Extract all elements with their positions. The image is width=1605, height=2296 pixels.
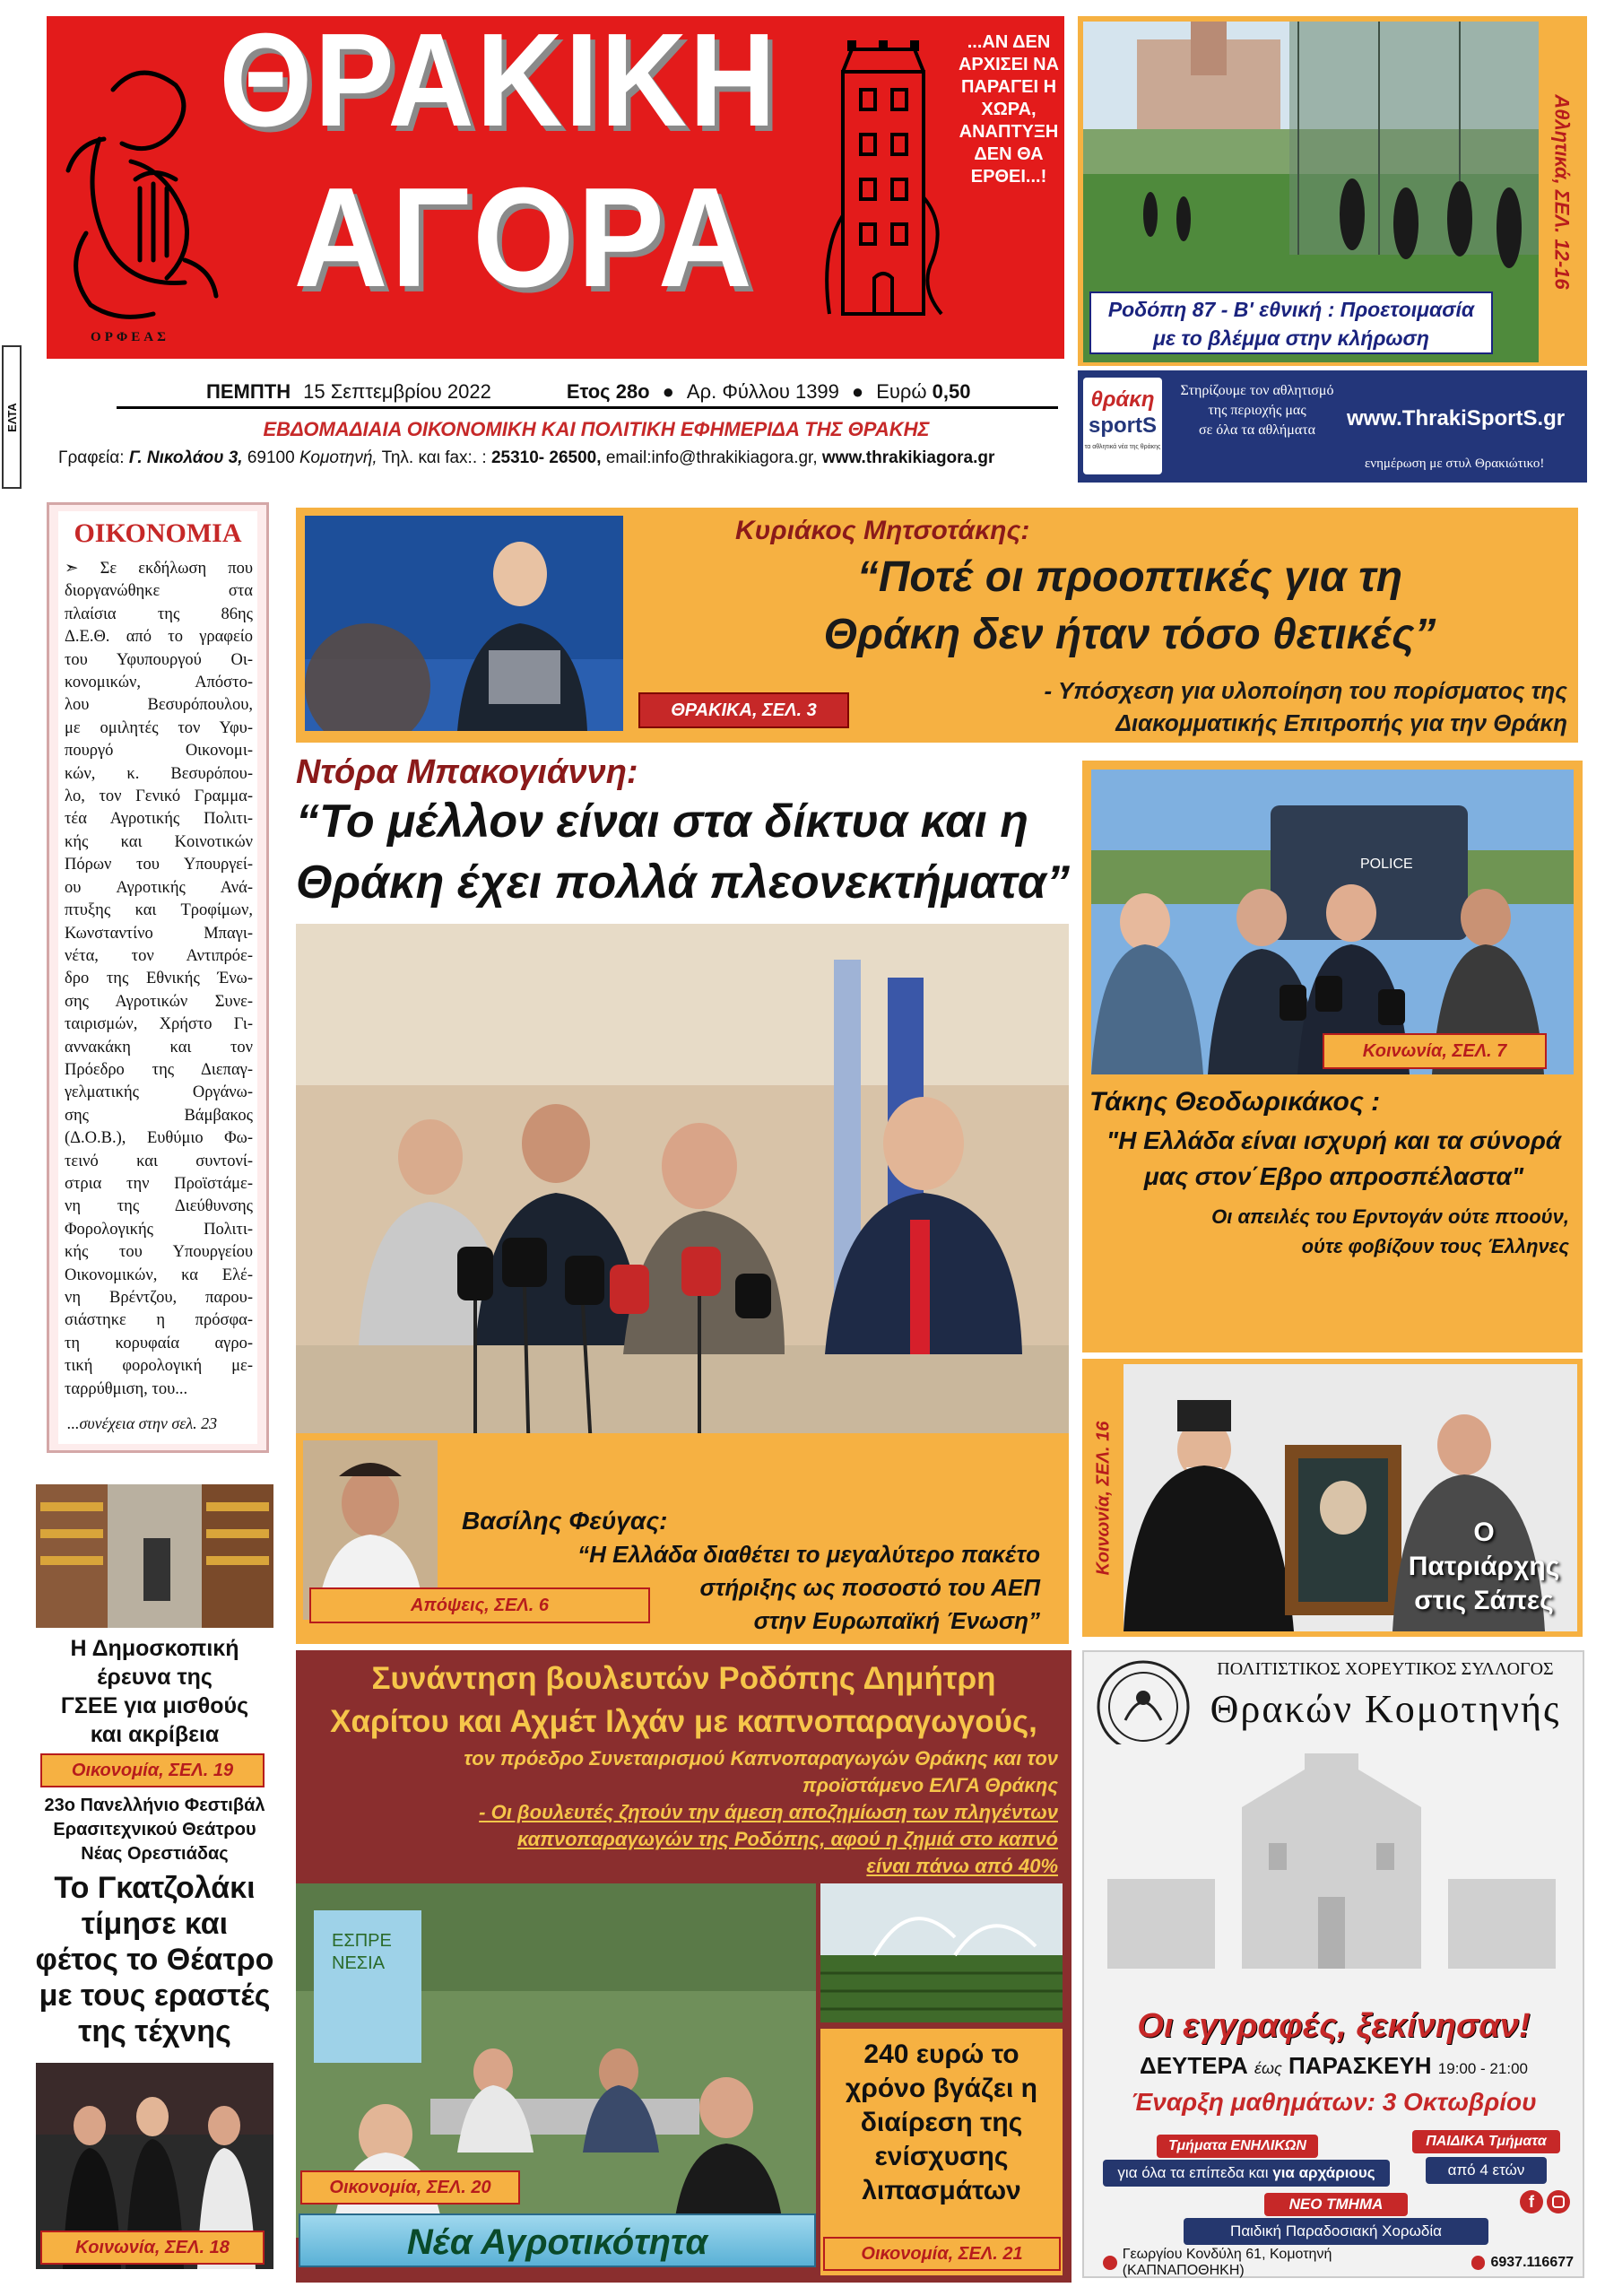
economy-body-line: ταρρύθμιση, του...	[65, 1379, 188, 1398]
thrakisports-url[interactable]: www.ThrakiSportS.gr	[1347, 406, 1566, 430]
contact-phone-label: Τηλ. και fax:. :	[381, 448, 487, 467]
price-label: Ευρώ	[876, 379, 927, 403]
theodorikakos-quote-line-2: μας στον΄Εβρο απροσπέλαστα"	[1143, 1162, 1524, 1190]
issue-day: ΠΕΜΠΤΗ	[206, 379, 291, 403]
theatre-headline-line-1: Το Γκατζολάκι	[54, 1871, 256, 1905]
bakoyanni-quote-line-2: Θράκη έχει πολλά πλεονεκτήματα”	[296, 857, 1071, 909]
mitsotakis-sub-line-1: - Υπόσχεση για υλοποίηση του πορίσματος της	[1044, 677, 1567, 704]
issue-number: Αρ. Φύλλου 1399	[686, 379, 839, 403]
economy-body-line: κών, κ. Βεσυρόπου-	[65, 764, 253, 783]
economy-body-line: Κωνσταντίνο Μπαγι-	[65, 924, 253, 943]
adult-text-b: για αρχάριους	[1272, 2164, 1375, 2181]
economy-body-line: τη κορυφαία αγρο-	[65, 1334, 253, 1352]
new-tag: ΝΕΟ ΤΜΗΜΑ	[1264, 2193, 1408, 2216]
feygas-quote-line-2: στήριξης ως ποσοστό του ΑΕΠ	[699, 1574, 1040, 1601]
economy-body-line: Πόρων του Υπουργεί-	[65, 856, 253, 874]
economy-body-line: στρια την Προϊστάμε-	[65, 1174, 253, 1193]
economy-body-line: γελματικής Οργάνω-	[65, 1083, 253, 1102]
dance-org-line-2: Θρακών Κομοτηνής	[1210, 1687, 1561, 1731]
dance-days	[1085, 2052, 1583, 2080]
economy-body-line: νη της Διεύθυνσης	[65, 1197, 253, 1216]
economy-body-line: τική φορολογική με-	[65, 1357, 253, 1376]
feygas-quote-line-3: στην Ευρωπαϊκή Ένωση”	[753, 1607, 1040, 1634]
economy-body-line: πλαίσια της 86ης	[65, 604, 253, 623]
elta-stamp	[2, 345, 22, 489]
new-text: Παιδική Παραδοσιακή Χορωδία	[1184, 2218, 1488, 2245]
economy-body-line: σης Αγροτικών Συνε-	[65, 992, 253, 1011]
economy-body-line: τέα Αγροτικής Πολιτι-	[65, 810, 253, 829]
feygas-tag[interactable]: Απόψεις, ΣΕΛ. 6	[309, 1587, 650, 1623]
elta-label: ΕΛΤΑ	[4, 402, 19, 432]
issue-year: Ετος 28ο	[566, 379, 650, 403]
phone-icon	[1471, 2256, 1486, 2270]
patriarch-caption-line-1: Ο	[1473, 1518, 1495, 1547]
economy-body-line: πτυξης και Τροφίμων,	[65, 901, 253, 920]
mitsotakis-sub-line-2: Διακομματικής Επιτροπής για την Θράκη	[1115, 709, 1567, 736]
gsee-tag[interactable]: Οικονομία, ΣΕΛ. 19	[40, 1753, 265, 1787]
economy-body-line: σης Βάμβακος	[65, 1106, 253, 1125]
orpheus-lyre-icon	[50, 54, 230, 350]
thrakisports-text	[1167, 381, 1347, 440]
economy-body-line: Δ.Ε.Θ. από το γραφείο	[65, 628, 253, 647]
patriarch-caption-line-2: Πατριάρχης	[1408, 1552, 1560, 1581]
theatre-kicker-line-2: Ερασιτεχνικού Θεάτρου	[53, 1820, 256, 1839]
patriarch-caption-line-3: στις Σάπες	[1414, 1586, 1554, 1615]
tobacco-sub-line-1: τον πρόεδρο Συνεταιρισμού Καπνοπαραγωγών Θράκης και τον	[464, 1747, 1058, 1770]
theodorikakos-sub-line-2: ούτε φοβίζουν τους Έλληνες	[1301, 1235, 1569, 1257]
economy-body-line: κονομικών, Απόστο-	[65, 674, 253, 692]
gsee-headline-line-1: Η Δημοσκοπική	[70, 1636, 239, 1661]
kids-text: από 4 ετών	[1426, 2157, 1547, 2184]
contact-email[interactable]: info@thrakikiagora.gr,	[651, 448, 818, 467]
sports-side-tag-text: Αθλητικά, ΣΕΛ. 12-16	[1551, 94, 1574, 290]
contact-web[interactable]: www.thrakikiagora.gr	[821, 448, 995, 467]
theodorikakos-sub-line-1: Οι απειλές του Ερντογάν ούτε πτοούν,	[1211, 1205, 1569, 1228]
bakoyanni-press-photo	[296, 924, 1069, 1498]
mitsotakis-photo	[305, 516, 623, 731]
tobacco-sub	[305, 1745, 1058, 1880]
dance-days-sep: έως	[1254, 2059, 1282, 2077]
dance-days-to: ΠΑΡΑΣΚΕΥΗ	[1288, 2052, 1432, 2079]
facebook-icon[interactable]: f	[1520, 2190, 1543, 2213]
dance-footer	[1103, 2247, 1575, 2278]
bakoyanni-quote	[296, 791, 1085, 913]
orpheus-logo	[50, 54, 230, 350]
logo-tagline: τα αθλητικά νέα της θράκης	[1084, 444, 1161, 450]
adult-text	[1103, 2160, 1390, 2187]
kids-tag: ΠΑΙΔΙΚΑ Τμήματα	[1412, 2130, 1560, 2153]
tobacco-sub-line-4: καπνοπαραγωγών της Ροδόπης, αφού η ζημιά στο καπνό	[516, 1828, 1058, 1850]
cafe-sign-line-2: ΝΕΣΙΑ	[332, 1953, 386, 1973]
mitsotakis-quote-line-2: Θράκη δεν ήταν τόσο θετικές”	[823, 611, 1436, 658]
mitsotakis-quote	[681, 549, 1578, 664]
social-icons	[1520, 2190, 1574, 2217]
fertilizer-headline-line-3: διαίρεση της	[860, 2108, 1023, 2137]
economy-body-line: νέτα, τον Αντιπρόε-	[65, 946, 253, 965]
ad-text-line-3: σε όλα τα αθλήματα	[1198, 422, 1316, 438]
economy-body-line: πουργό Οικονομι-	[65, 742, 253, 761]
club-seal-icon	[1094, 1657, 1193, 1756]
theatre-tag[interactable]: Κοινωνία, ΣΕΛ. 18	[40, 2231, 265, 2265]
sports-side-tag	[1540, 22, 1583, 362]
gsee-headline	[36, 1634, 273, 1749]
dance-org-line-1: ΠΟΛΙΤΙΣΤΙΚΟΣ ΧΟΡΕΥΤΙΚΟΣ ΣΥΛΛΟΓΟΣ	[1217, 1659, 1554, 1679]
adult-text-a: για όλα τα επίπεδα και	[1117, 2164, 1269, 2181]
theodorikakos-kicker: Τάκης Θεοδωρικάκος :	[1089, 1087, 1381, 1117]
police-text: POLICE	[1360, 857, 1413, 872]
economy-body-line: Φορολογικής Πολιτι-	[65, 1220, 253, 1239]
sports-caption-line-2: με το βλέμμα στην κλήρωση	[1153, 326, 1429, 350]
economy-body-line: (Δ.Ο.Β.), Ευθύμιο Φω-	[65, 1129, 253, 1148]
dance-headline: Οι εγγραφές, ξεκίνησαν!	[1137, 2007, 1531, 2045]
masthead-subtitle: ΕΒΔΟΜΑΔΙΑΙΑ ΟΙΚΟΝΟΜΙΚΗ ΚΑΙ ΠΟΛΙΤΙΚΗ ΕΦΗΜΕΡΙΔΑ ΤΗΣ ΘΡΑΚΗΣ	[263, 418, 930, 440]
economy-body-line: αννακάκη και τον	[65, 1038, 253, 1057]
sports-caption-line-1: Ροδόπη 87 - Β' εθνική : Προετοιμασία	[1107, 298, 1475, 321]
adult-tag: Τμήματα ΕΝΗΛΙΚΩΝ	[1157, 2135, 1318, 2158]
location-pin-icon	[1103, 2256, 1117, 2270]
fertilizer-headline-line-5: λιπασμάτων	[862, 2176, 1021, 2205]
cafe-sign-line-1: ΕΣΠΡΕ	[332, 1931, 392, 1951]
theatre-headline-line-2: τίμησε και	[81, 1907, 229, 1941]
tower-illustration	[807, 36, 959, 350]
contact-phone: 25310- 26500,	[490, 448, 602, 467]
logo-line-1: θράκη	[1090, 387, 1155, 412]
theatre-kicker	[36, 1794, 273, 1866]
economy-body-line: με ομιλητές τον Υφυ-	[65, 718, 253, 737]
date-bar	[117, 377, 1058, 409]
fertilizer-headline-line-2: χρόνο βγάζει η	[846, 2074, 1037, 2103]
mitsotakis-kicker: Κυριάκος Μητσοτάκης:	[735, 516, 1030, 545]
fertilizer-tag[interactable]: Οικονομία, ΣΕΛ. 21	[823, 2237, 1061, 2271]
economy-body-line: του Υφυπουργού Οι-	[65, 650, 253, 669]
theodorikakos-tag[interactable]: Κοινωνία, ΣΕΛ. 7	[1323, 1033, 1547, 1069]
issue-date: 15 Σεπτεμβρίου 2022	[303, 379, 491, 403]
economy-body-line: Οικονομικών, κα Ελέ-	[65, 1265, 253, 1284]
economy-body-lines	[65, 558, 253, 1401]
theatre-headline	[31, 1870, 278, 2049]
theatre-headline-line-5: της τέχνης	[78, 2014, 231, 2048]
ad-text-line-1: Στηρίζουμε τον αθλητισμό	[1180, 383, 1334, 398]
thrakisports-tagline: ενημέρωση με στυλ Θρακιώτικο!	[1365, 457, 1545, 471]
contact-prefix: Γραφεία:	[58, 448, 125, 467]
feygas-kicker: Βασίλης Φεύγας:	[462, 1507, 668, 1535]
title-line-2: ΑΓΟΡΑ	[293, 159, 756, 317]
mitsotakis-quote-line-1: “Ποτέ οι προοπτικές για τη	[856, 553, 1403, 601]
theodorikakos-quote-line-1: "Η Ελλάδα είναι ισχυρή και τα σύνορά	[1106, 1126, 1562, 1154]
irrigation-photo	[820, 1883, 1063, 2022]
title-line-1: ΘΡΑΚΙΚΗ	[219, 6, 778, 154]
tobacco-headline-line-2: Χαρίτου και Αχμέτ Ιλχάν με καπνοπαραγωγούς,	[330, 1704, 1037, 1739]
theatre-kicker-line-1: 23ο Πανελλήνιο Φεστιβάλ	[44, 1796, 265, 1815]
economy-body-line: Πρόεδρο της Διεπαγ-	[65, 1060, 253, 1079]
gsee-headline-line-4: και ακρίβεια	[90, 1722, 220, 1747]
theatre-headline-line-4: με τους εραστές	[39, 1979, 271, 2013]
tobacco-headline-line-1: Συνάντηση βουλευτών Ροδόπης Δημήτρη	[371, 1661, 996, 1696]
supermarket-photo	[36, 1484, 273, 1628]
economy-body-line: δρο της Εθνικής Ένω-	[65, 970, 253, 988]
tobacco-tag[interactable]: Οικονομία, ΣΕΛ. 20	[300, 2170, 520, 2205]
dance-hours: 19:00 - 21:00	[1437, 2060, 1528, 2077]
economy-body-line: σιάστηκε η πρόσφα-	[65, 1311, 253, 1330]
instagram-icon[interactable]	[1547, 2190, 1570, 2213]
gsee-headline-line-3: ΓΣΕΕ για μισθούς	[60, 1693, 249, 1718]
masthead-slogan: ...ΑΝ ΔΕΝ ΑΡΧΙΣΕΙ ΝΑ ΠΑΡΑΓΕΙ Η ΧΩΡΑ, ΑΝΑΠΤΥΞΗ ΔΕΝ ΘΑ ΕΡΘΕΙ...!	[958, 32, 1060, 187]
thrakisports-ad[interactable]	[1078, 370, 1587, 483]
price-value: 0,50	[932, 379, 971, 403]
bullet-icon: ●	[662, 379, 674, 403]
fertilizer-headline-line-4: ενίσχυσης	[874, 2142, 1009, 2171]
dance-address: Γεωργίου Κονδύλη 61, Κομοτηνή (ΚΑΠΝΑΠΟΘΗΚΗ)	[1122, 2247, 1332, 2278]
ad-text-line-2: της περιοχής μας	[1208, 403, 1306, 418]
logo-line-2: sportS	[1088, 413, 1157, 438]
theodorikakos-sub	[1085, 1202, 1569, 1261]
tobacco-headline	[300, 1657, 1067, 1744]
mitsotakis-tag[interactable]: ΘΡΑΚΙΚΑ, ΣΕΛ. 3	[638, 692, 849, 728]
dance-phone[interactable]: 6937.116677	[1490, 2255, 1575, 2270]
nea-agrotikotita-banner[interactable]: Νέα Αγροτικότητα	[299, 2213, 816, 2267]
economy-body-line: διοργανώθηκε στα	[65, 582, 253, 601]
fertilizer-headline	[820, 2038, 1063, 2208]
patriarch-side-tag-text: Κοινωνία, ΣΕΛ. 16	[1093, 1421, 1114, 1575]
economy-body-line: τεινό και συντονί-	[65, 1152, 253, 1170]
contact-address: Γ. Νικολάου 3,	[128, 448, 243, 467]
theodorikakos-quote	[1085, 1123, 1583, 1195]
tobacco-sub-line-2: προϊστάμενο ΕΛΓΑ Θράκης	[802, 1774, 1058, 1796]
economy-body-line: νη Βρέντζου, παρου-	[65, 1289, 253, 1307]
patriarch-side-tag	[1085, 1364, 1123, 1631]
fertilizer-headline-line-1: 240 ευρώ το	[863, 2039, 1019, 2069]
bullet-icon: ●	[851, 379, 864, 403]
economy-body-line: λο, τον Γενικό Γραμμα-	[65, 787, 253, 806]
tobacco-sub-line-5: είναι πάνω από 40%	[866, 1855, 1058, 1877]
economy-body-line: κής και Κοινοτικών	[65, 832, 253, 851]
economy-body-line: λου Βεσυρόπουλου,	[65, 696, 253, 715]
dance-ad-church-photo	[1089, 1744, 1578, 1996]
feygas-quote-line-1: “Η Ελλάδα διαθέτει το μεγαλύτερο πακέτο	[577, 1541, 1040, 1568]
tobacco-sub-line-3: - Οι βουλευτές ζητούν την άμεση αποζημίωση των πληγέντων	[479, 1801, 1058, 1823]
contact-city: Κομοτηνή,	[299, 448, 377, 467]
patriarch-caption	[1394, 1516, 1574, 1618]
masthead-contact	[58, 448, 1067, 468]
dance-ad-seal	[1094, 1657, 1193, 1756]
logo-caption: ΟΡΦΕΑΣ	[91, 330, 169, 344]
dance-days-from: ΔΕΥΤΕΡΑ	[1140, 2052, 1248, 2079]
contact-zip: 69100	[247, 448, 295, 467]
thrakisports-logo	[1083, 378, 1162, 474]
gsee-headline-line-2: έρευνα της	[97, 1665, 213, 1690]
adult-section	[1103, 2135, 1390, 2188]
economy-body-line: ταιρισμών, Χρήστο Γι-	[65, 1015, 253, 1034]
economy-body-line: κής του Υπουργείου	[65, 1243, 253, 1262]
economy-body	[65, 558, 253, 1401]
kids-section	[1408, 2130, 1565, 2189]
economy-body-line: ου Αγροτικής Ανά-	[65, 878, 253, 897]
theodorikakos-border-photo	[1091, 770, 1574, 1074]
bakoyanni-quote-line-1: “Το μέλλον είναι στα δίκτυα και η	[296, 796, 1029, 848]
new-section	[1184, 2193, 1488, 2247]
economy-header: ΟΙΚΟΝΟΜΙΑ	[74, 518, 242, 548]
dance-start: Έναρξη μαθημάτων: 3 Οκτωβρίου	[1131, 2088, 1537, 2116]
economy-continued: ...συνέχεια στην σελ. 23	[67, 1414, 218, 1432]
bakoyanni-kicker: Ντόρα Μπακογιάννη:	[296, 753, 638, 791]
contact-email-label: email:	[605, 448, 652, 467]
economy-body-line: ➣ Σε εκδήλωση που	[65, 560, 253, 578]
sports-caption	[1089, 291, 1493, 354]
theatre-kicker-line-3: Νέας Ορεστιάδας	[81, 1844, 229, 1864]
theatre-headline-line-3: φέτος το Θέατρο	[35, 1943, 274, 1977]
